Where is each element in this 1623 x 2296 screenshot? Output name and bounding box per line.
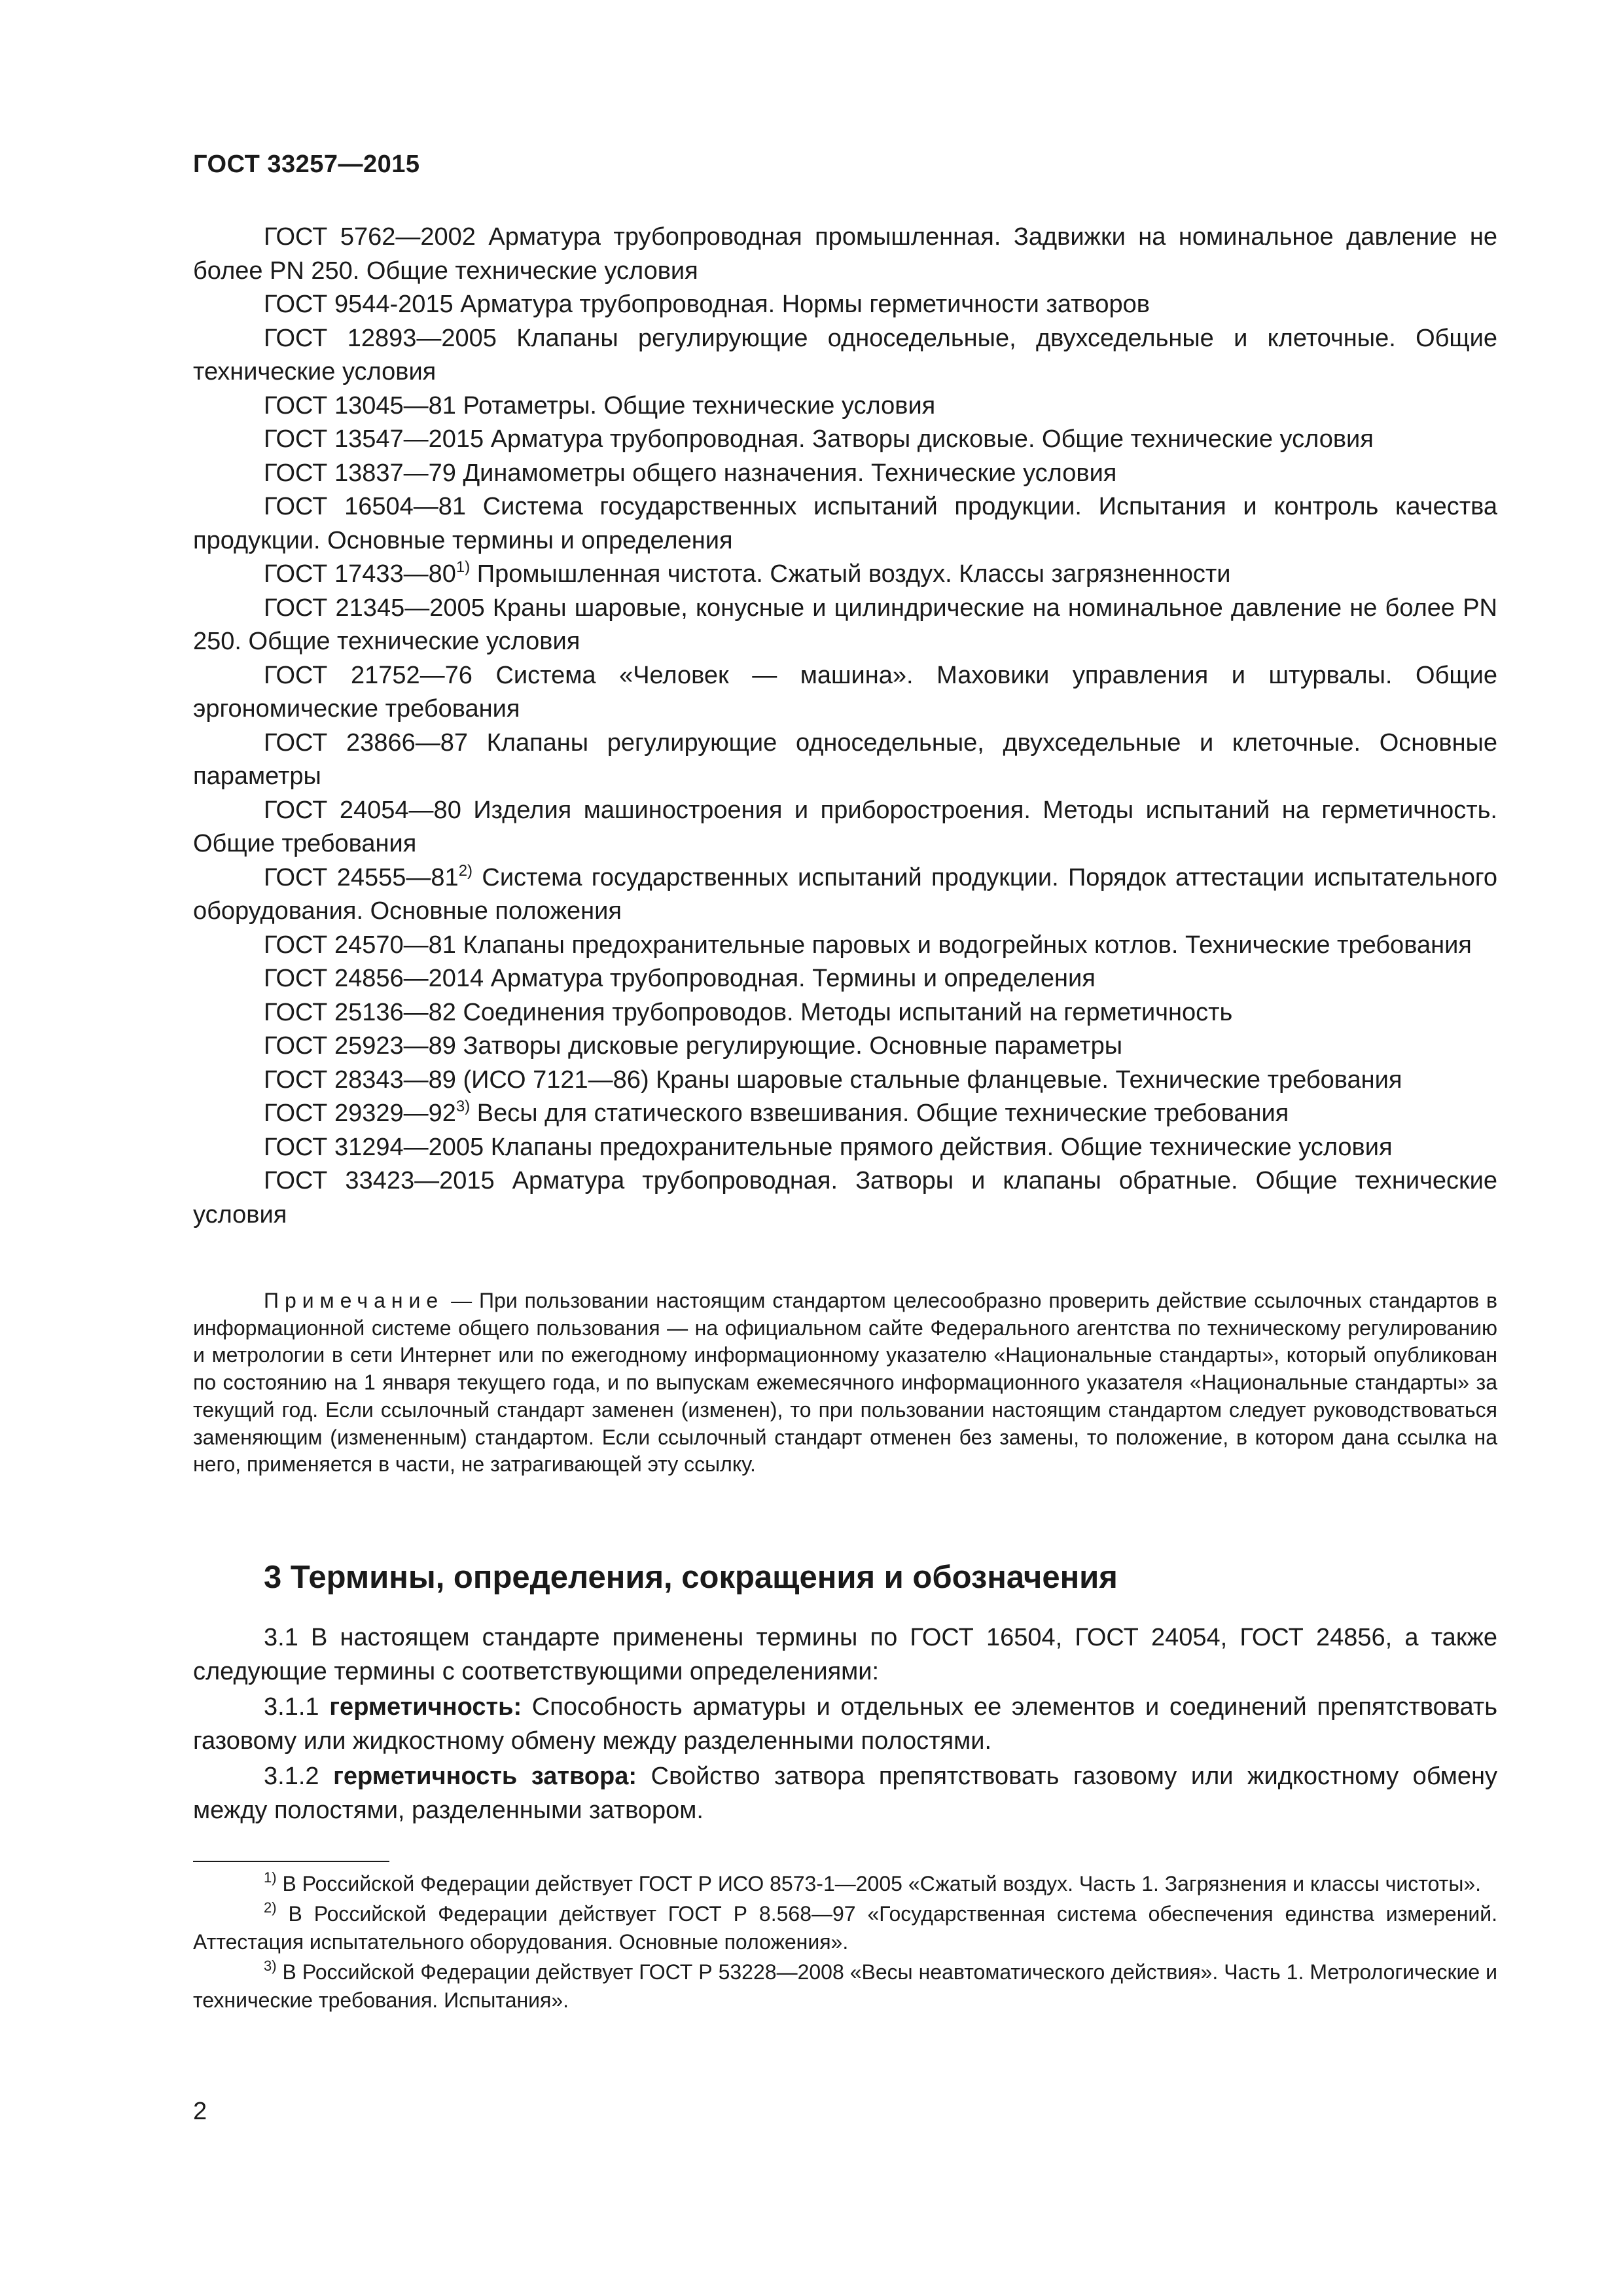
reference-code: ГОСТ 25923—89 — [264, 1032, 456, 1060]
term-definition: Способность арматуры и отдельных ее элементов и соединений препятствовать газовому или жидкостному обмену между разделенными полостями. — [193, 1693, 1498, 1755]
reference-code: ГОСТ 24555—81 — [264, 863, 459, 891]
reference-code: ГОСТ 13837—79 — [264, 459, 456, 487]
footnote-text: В Российской Федерации действует ГОСТ Р ИСО 8573-1—2005 «Сжатый воздух. Часть 1. Загрязнения и классы чистоты». — [276, 1872, 1481, 1895]
footnote-entry — [193, 1958, 1497, 2015]
reference-code: ГОСТ 24054—80 — [264, 796, 461, 824]
reference-title: Арматура трубопроводная. Термины и определения — [484, 965, 1096, 992]
reference-code: ГОСТ 33423—2015 — [264, 1167, 495, 1194]
reference-title: Клапаны предохранительные паровых и водогрейных котлов. Технические требования — [455, 931, 1472, 959]
footnotes — [193, 1870, 1497, 2017]
footnote-separator — [193, 1861, 389, 1862]
footnote-text: В Российской Федерации действует ГОСТ Р 53228—2008 «Весы неавтоматического действия». Часть 1. Метрологические и технические требования. Испытания». — [193, 1960, 1497, 2012]
reference-title: Динамометры общего назначения. Технические условия — [455, 459, 1117, 487]
reference-code: ГОСТ 24856—2014 — [264, 965, 484, 992]
reference-entry — [193, 423, 1497, 457]
reference-entry — [193, 389, 1497, 423]
reference-entry — [193, 288, 1497, 322]
reference-entry — [193, 490, 1497, 558]
reference-title: Ротаметры. Общие технические условия — [455, 391, 936, 420]
reference-title: Система государственных испытаний продукции. Порядок аттестации испытательного оборудования. Основные положения — [193, 863, 1497, 925]
reference-code: ГОСТ 29329—92 — [264, 1100, 456, 1127]
reference-entry — [193, 558, 1497, 592]
note-label: Примечание — [264, 1289, 444, 1312]
section-heading: 3 Термины, определения, сокращения и обозначения — [264, 1560, 1118, 1595]
reference-code: ГОСТ 17433—80 — [264, 560, 456, 588]
footnote-mark: 3) — [455, 1098, 471, 1115]
clause-3-1-1 — [193, 1691, 1497, 1758]
reference-code: ГОСТ 13547—2015 — [264, 425, 484, 453]
reference-entry — [193, 726, 1497, 794]
reference-entry — [193, 659, 1497, 726]
reference-entry — [193, 322, 1497, 389]
reference-entry — [193, 592, 1497, 659]
clause-3-1: 3.1 В настоящем стандарте применены термины по ГОСТ 16504, ГОСТ 24054, ГОСТ 24856, а также следующие термины с соответствующими определениями: — [193, 1624, 1497, 1685]
term-name: герметичность затвора: — [333, 1763, 637, 1790]
reference-title: Весы для статического взвешивания. Общие технические требования — [470, 1100, 1289, 1127]
reference-code: ГОСТ 13045—81 — [264, 391, 456, 420]
reference-title: Система «Человек — машина». Маховики управления и штурвалы. Общие эргономические требования — [193, 661, 1497, 723]
reference-title: (ИСО 7121—86) Краны шаровые стальные фланцевые. Технические требования — [455, 1066, 1402, 1094]
reference-title: Клапаны регулирующие односедельные, двухседельные и клеточные. Общие технические условия — [193, 324, 1498, 386]
footnote-text: В Российской Федерации действует ГОСТ Р 8.568—97 «Государственная система обеспечения единства измерений. Аттестация испытательного оборудования. Основные положения». — [193, 1901, 1497, 1954]
reference-code: ГОСТ 21752—76 — [264, 661, 473, 689]
page-number: 2 — [193, 2098, 207, 2125]
clause-number: 3.1.1 — [264, 1693, 330, 1721]
reference-title: Арматура трубопроводная. Затворы и клапаны обратные. Общие технические условия — [193, 1167, 1497, 1229]
footnote-mark: 2) — [458, 861, 473, 880]
footnote-entry — [193, 1900, 1497, 1957]
reference-title: Арматура трубопроводная. Нормы герметичности затворов — [453, 291, 1150, 318]
reference-title: Арматура трубопроводная промышленная. Задвижки на номинальное давление не более PN 250. Общие технические условия — [193, 223, 1497, 285]
reference-entry — [193, 996, 1497, 1030]
reference-entry — [193, 861, 1497, 929]
reference-entry — [193, 794, 1497, 861]
reference-code: ГОСТ 23866—87 — [264, 728, 468, 757]
footnote-mark: 3) — [264, 1957, 277, 1974]
term-definition: Свойство затвора препятствовать газовому или жидкостному обмену между полостями, разделенными затвором. — [193, 1763, 1497, 1824]
reference-title: Изделия машиностроения и приборостроения. Методы испытаний на герметичность. Общие требования — [193, 796, 1497, 857]
reference-code: ГОСТ 25136—82 — [264, 998, 456, 1026]
clause-3-1-2 — [193, 1760, 1497, 1827]
reference-title: Система государственных испытаний продукции. Испытания и контроль качества продукции. Основные термины и определения — [193, 493, 1497, 554]
reference-title: Промышленная чистота. Сжатый воздух. Классы загрязненности — [470, 560, 1231, 588]
footnote-entry — [193, 1870, 1497, 1899]
terms-section — [193, 1621, 1497, 1829]
reference-entry — [193, 1064, 1497, 1098]
reference-entry — [193, 962, 1497, 996]
footnote-mark: 1) — [455, 558, 471, 576]
reference-code: ГОСТ 9544-2015 — [264, 291, 454, 318]
reference-code: ГОСТ 21345—2005 — [264, 594, 485, 622]
reference-title: Клапаны предохранительные прямого действия. Общие технические условия — [484, 1133, 1393, 1161]
reference-code: ГОСТ 16504—81 — [264, 493, 467, 520]
clause-number: 3.1.2 — [264, 1763, 334, 1790]
reference-entry — [193, 1131, 1497, 1165]
reference-entry — [193, 221, 1497, 288]
reference-entry — [193, 457, 1497, 491]
reference-entry — [193, 1097, 1497, 1131]
reference-code: ГОСТ 5762—2002 — [264, 223, 476, 251]
reference-code: ГОСТ 12893—2005 — [264, 324, 497, 352]
reference-title: Соединения трубопроводов. Методы испытаний на герметичность — [455, 998, 1233, 1026]
document-header: ГОСТ 33257—2015 — [193, 151, 420, 178]
reference-code: ГОСТ 28343—89 — [264, 1066, 456, 1094]
normative-references-list — [193, 221, 1497, 1232]
term-name: герметичность: — [329, 1693, 522, 1721]
reference-title: Затворы дисковые регулирующие. Основные параметры — [455, 1032, 1123, 1060]
reference-entry — [193, 1030, 1497, 1064]
footnote-mark: 1) — [264, 1869, 277, 1886]
reference-entry — [193, 929, 1497, 963]
reference-title: Клапаны регулирующие односедельные, двухседельные и клеточные. Основные параметры — [193, 728, 1497, 790]
reference-title: Арматура трубопроводная. Затворы дисковые. Общие технические условия — [484, 425, 1374, 453]
reference-code: ГОСТ 31294—2005 — [264, 1133, 484, 1161]
footnote-mark: 2) — [264, 1899, 277, 1916]
reference-entry — [193, 1164, 1497, 1232]
note-text: — При пользовании настоящим стандартом целесообразно проверить действие ссылочных стандартов в информационной системе общего пользования — на официальном сайте Федерального агентства по техническому регулированию и метрологии в сети Интернет или по ежегодному информационному указателю «Национальные стандарты», который опубликован по состоянию на 1 января текущего года, и по выпускам ежемесячного информационного указателя «Национальные стандарты» за текущий год. Если ссылочный стандарт заменен (изменен), то при пользовании настоящим стандартом следует руководствоваться заменяющим (измененным) стандартом. Если ссылочный стандарт отменен без замены, то положение, в котором дана ссылка на него, применяется в части, не затрагивающей эту ссылку. — [193, 1289, 1497, 1477]
reference-code: ГОСТ 24570—81 — [264, 931, 456, 959]
reference-title: Краны шаровые, конусные и цилиндрические на номинальное давление не более PN 250. Общие технические условия — [193, 594, 1497, 655]
note-paragraph — [193, 1287, 1497, 1479]
